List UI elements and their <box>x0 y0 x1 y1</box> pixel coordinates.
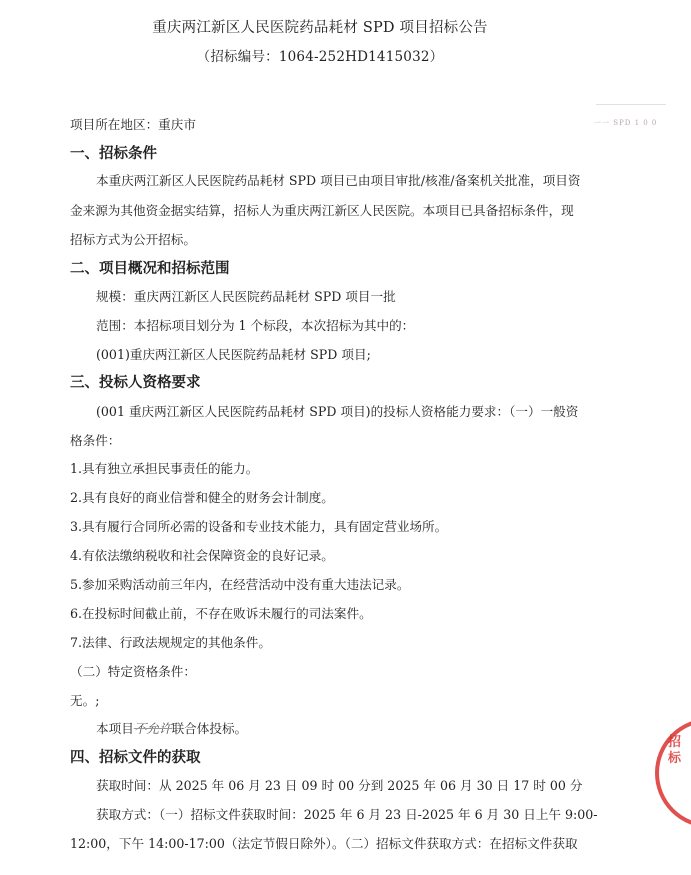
qualification-item: 1.具有独立承担民事责任的能力。 <box>70 461 259 476</box>
margin-mark: 一一 SPD 1 0 0 <box>594 119 658 127</box>
consortium-statement <box>96 720 247 738</box>
qualification-item: 3.具有履行合同所必需的设备和专业技术能力，具有固定营业场所。 <box>70 519 448 534</box>
document-title: 重庆两江新区人民医院药品耗材 SPD 项目招标公告 <box>152 20 488 36</box>
qualification-item: 7.法律、行政法规规定的其他条件。 <box>70 635 271 650</box>
qualification-intro: 格条件： <box>70 433 121 448</box>
tender-code: （招标编号：1064-252HD1415032） <box>196 49 444 65</box>
section-1-para-line: 本重庆两江新区人民医院药品耗材 SPD 项目已由项目审批/核准/备案机关批准，项目资 <box>96 173 581 188</box>
section-1-heading: 一、招标条件 <box>70 146 157 162</box>
acquisition-method: 12:00，下午 14:00-17:00（法定节假日除外）。（二）招标文件获取方式：在招标文件获取 <box>70 836 578 851</box>
consortium-suffix: 联合体投标。 <box>171 721 248 736</box>
qualification-item: 2.具有良好的商业信誉和健全的财务会计制度。 <box>70 490 334 505</box>
qualification-item: 6.在投标时间截止前，不存在败诉未履行的司法案件。 <box>70 606 372 621</box>
qualification-item: 5.参加采购活动前三年内，在经营活动中没有重大违法记录。 <box>70 577 410 592</box>
project-region: 项目所在地区：重庆市 <box>70 117 196 132</box>
margin-rule <box>596 104 666 105</box>
section-2-heading: 二、项目概况和招标范围 <box>70 261 230 277</box>
lot-item: (001)重庆两江新区人民医院药品耗材 SPD 项目; <box>96 347 371 362</box>
consortium-prefix: 本项目 <box>96 721 134 736</box>
section-3-heading: 三、投标人资格要求 <box>70 375 201 391</box>
special-qualification-value: 无。; <box>70 693 100 708</box>
project-scope: 范围：本招标项目划分为 1 个标段，本次招标为其中的： <box>96 318 415 333</box>
seal-text: 招标 <box>668 735 682 766</box>
section-1-para-line: 招标方式为公开招标。 <box>70 232 196 247</box>
qualification-item: 4.有依法缴纳税收和社会保障资金的良好记录。 <box>70 548 334 563</box>
special-qualification-label: （二）特定资格条件： <box>70 664 196 679</box>
acquisition-time: 获取时间：从 2025 年 06 月 23 日 09 时 00 分到 2025 年 06 月 30 日 17 时 00 分 <box>96 778 583 793</box>
project-scale: 规模：重庆两江新区人民医院药品耗材 SPD 项目一批 <box>96 289 396 304</box>
section-1-para-line: 金来源为其他资金据实结算，招标人为重庆两江新区人民医院。本项目已具备招标条件，现 <box>70 203 574 218</box>
consortium-struck-text: 不允许 <box>133 721 172 736</box>
acquisition-method: 获取方式：（一）招标文件获取时间：2025 年 6 月 23 日-2025 年 6 月 30 日上午 9:00- <box>96 807 598 822</box>
section-4-heading: 四、招标文件的获取 <box>70 750 201 766</box>
qualification-intro: (001 重庆两江新区人民医院药品耗材 SPD 项目)的投标人资格能力要求：（一）一般资 <box>96 404 579 419</box>
